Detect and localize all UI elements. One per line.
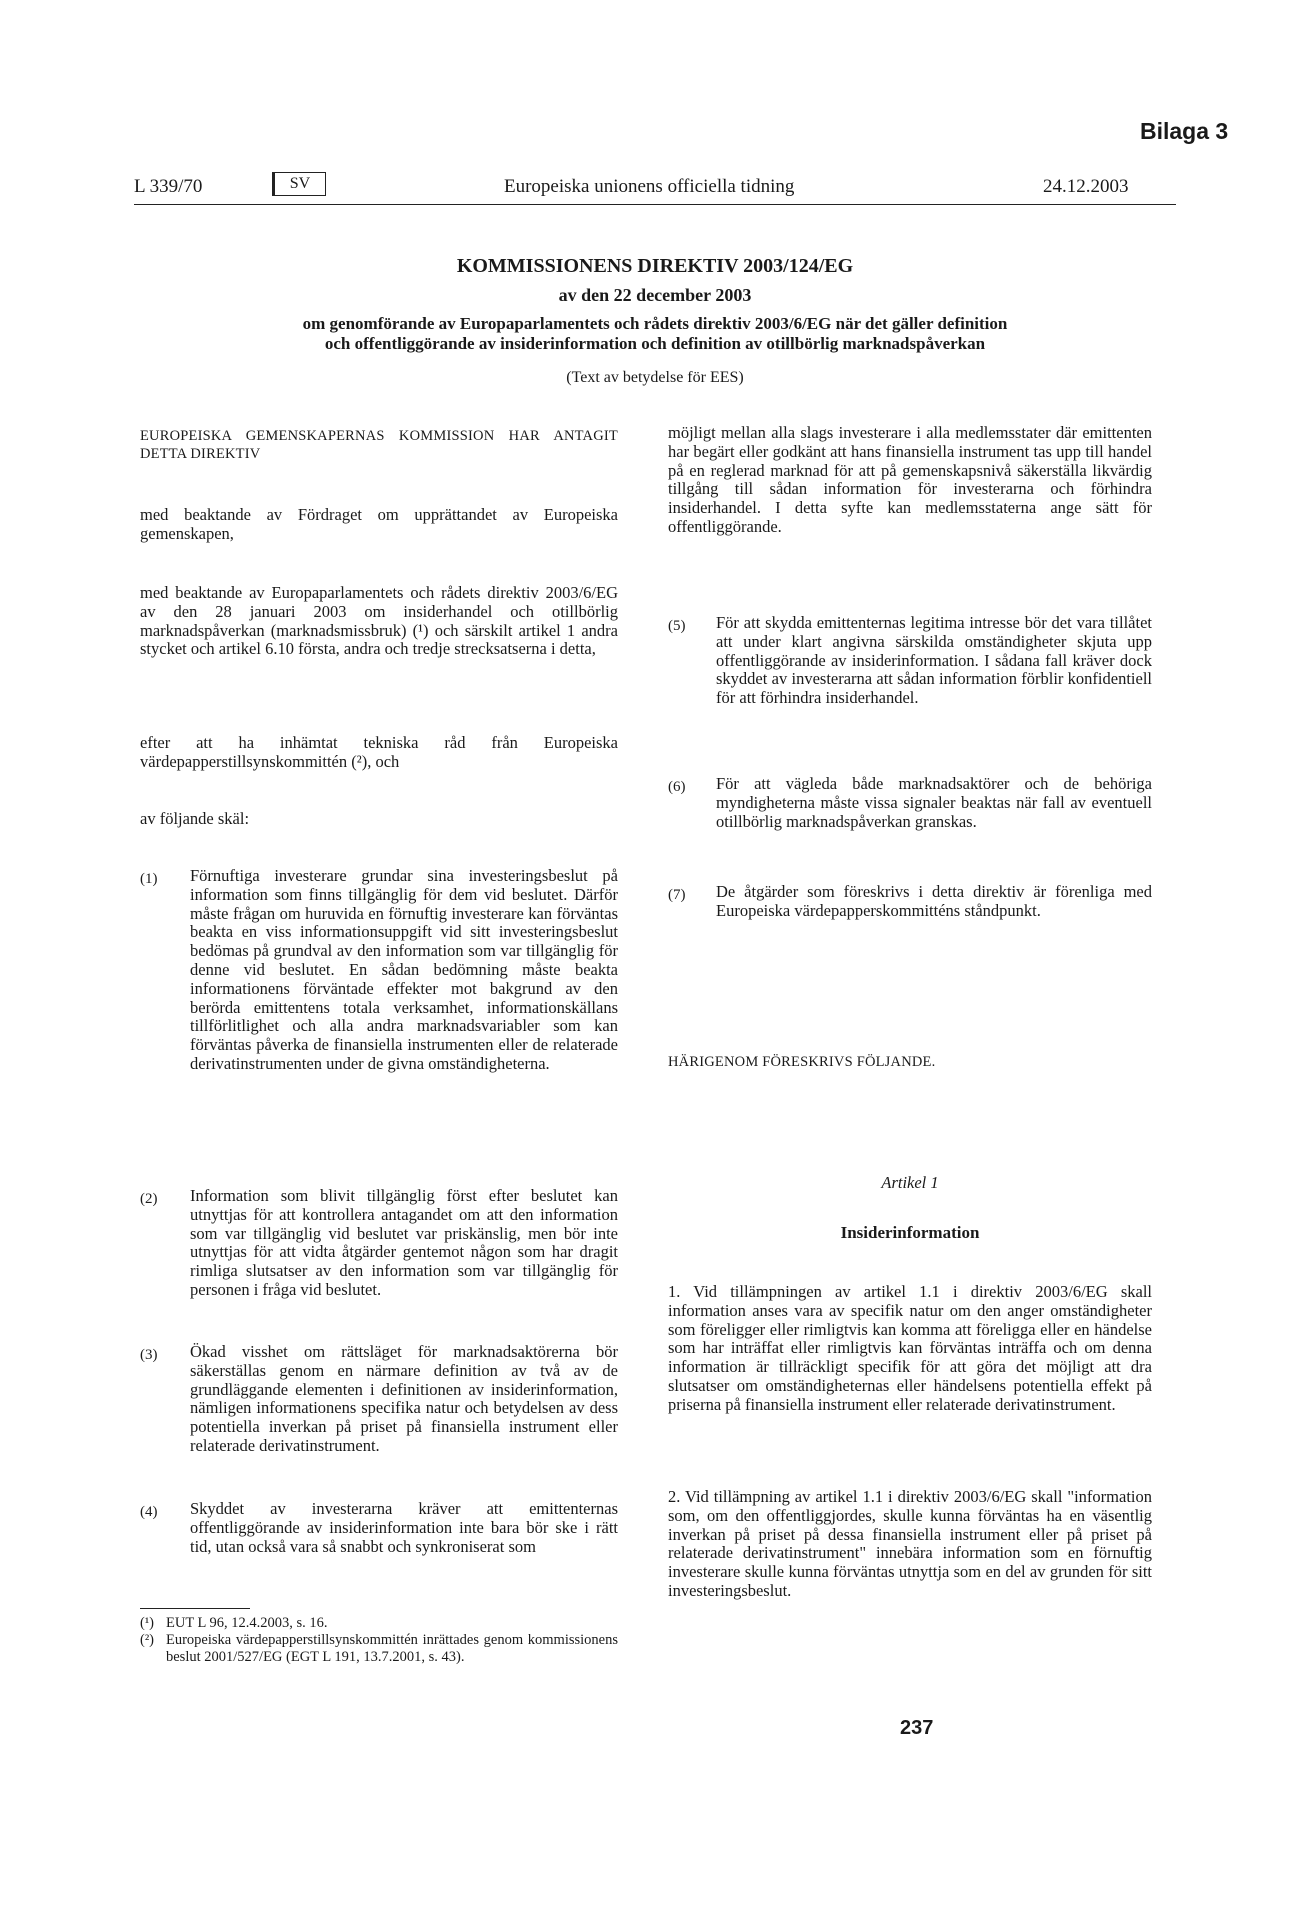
language-badge: SV xyxy=(272,172,326,196)
footnote-mark: (²) xyxy=(140,1632,155,1648)
directive-date: av den 22 december 2003 xyxy=(558,285,752,305)
header-rule xyxy=(134,204,1176,205)
directive-title: KOMMISSIONENS DIREKTIV 2003/124/EG xyxy=(456,255,854,277)
citation-directive: med beaktande av Europaparlamentets och rådets direktiv 2003/6/EG av den 28 januari 2003 om insiderhandel och otillbörlig marknadspåverkan (marknadsmissbruk) (¹) och särskilt artikel 1 andra stycket och artikel 6.10 första, andra och tredje strecksatserna i detta, xyxy=(140,583,618,659)
recital-number: (7) xyxy=(668,887,686,903)
recital-text: För att vägleda både marknadsaktörer och de behöriga myndigheterna måste vissa signaler beaktas när fall av eventuell otillbörlig marknadspåverkan granskas. xyxy=(716,774,1152,831)
enacting-formula: HÄRIGENOM FÖRESKRIVS FÖLJANDE. xyxy=(668,1054,936,1070)
recitals-lead: av följande skäl: xyxy=(140,809,250,828)
recital-number: (5) xyxy=(668,618,686,634)
recital-text: Skyddet av investerarna kräver att emittenternas offentliggörande av insiderinformation inte bara bör ske i rätt tid, utan också vara så snabbt och synkroniserat som xyxy=(190,1499,618,1556)
page-number: 237 xyxy=(900,1717,934,1739)
recital-number: (2) xyxy=(140,1191,158,1207)
recital-number: (6) xyxy=(668,779,686,795)
article-paragraph-1: 1. Vid tillämpningen av artikel 1.1 i direktiv 2003/6/EG skall information anses vara av specifik natur om den anger omständigheter som föreligger eller rimligtvis kan komma att föreligga eller en händelse som har inträffat eller rimligtvis kan förväntas inträffa och om denna information är tillräckligt specifik för att göra det möjligt att dra slutsatser om omständigheternas eller händelsens potentiella effekt på priserna på finansiella instrument eller relaterade derivatinstrument. xyxy=(668,1282,1152,1414)
citation-treaty: med beaktande av Fördraget om upprättandet av Europeiska gemenskapen, xyxy=(140,505,618,543)
citation-committee: efter att ha inhämtat tekniska råd från Europeiska värdepapperstillsynskommittén (²), och xyxy=(140,733,618,771)
article-title: Insiderinformation xyxy=(840,1223,980,1242)
annex-label: Bilaga 3 xyxy=(1140,118,1229,144)
eea-relevance: (Text av betydelse för EES) xyxy=(566,369,744,386)
footnote-rule xyxy=(140,1608,250,1609)
footnote-mark: (¹) xyxy=(140,1615,155,1631)
preamble-intro: EUROPEISKA GEMENSKAPERNAS KOMMISSION HAR ANTAGIT DETTA DIREKTIV xyxy=(140,428,618,462)
footnote-text: EUT L 96, 12.4.2003, s. 16. xyxy=(166,1615,328,1631)
recital-text: Ökad visshet om rättsläget för marknadsaktörerna bör säkerställas genom en närmare definition av två av de grundläggande elementen i definitionen av insiderinformation, nämligen informationens specifika natur och betydelsen av dess potentiella inverkan på priset på finansiella instrument eller relaterade derivatinstrument. xyxy=(190,1342,618,1455)
article-paragraph-2: 2. Vid tillämpning av artikel 1.1 i direktiv 2003/6/EG skall "information som, om den offentliggjordes, skulle kunna förväntas ha en väsentlig inverkan på priset på dessa finansiella instrument eller på priset på relaterade derivatinstrument" innebära information som en förnuftig investerare skulle kunna förväntas utnyttja som en del av grunden för sitt investeringsbeslut. xyxy=(668,1487,1152,1600)
recital-continuation: möjligt mellan alla slags investerare i alla medlemsstater där emittenten har begärt eller godkänt att hans finansiella instrument tas upp till handel på en reglerad marknad för att på gemenskapsnivå säkerställa likvärdig tillgång till sådan information för investerarna och förhindra insiderhandel. I detta syfte kan medlemsstaterna ange sätt för offentliggörande. xyxy=(668,423,1152,536)
journal-name: Europeiska unionens officiella tidning xyxy=(504,176,795,197)
subject-line-2: och offentliggörande av insiderinformation och definition av otillbörlig marknadspåverkan xyxy=(324,334,986,353)
directive-subject xyxy=(134,314,1176,354)
recital-text: De åtgärder som föreskrivs i detta direktiv är förenliga med Europeiska värdepapperskommitténs ståndpunkt. xyxy=(716,882,1152,920)
recital-number: (1) xyxy=(140,871,158,887)
footnote-text: Europeiska värdepapperstillsynskommittén inrättades genom kommissionens beslut 2001/527/EG (EGT L 191, 13.7.2001, s. 43). xyxy=(166,1632,618,1665)
recital-text: Förnuftiga investerare grundar sina investeringsbeslut på information som finns tillgänglig för dem vid beslutet. Därför måste frågan om huruvida en förnuftig investerare kan förväntas beakta en viss informationsuppgift vid sitt investeringsbeslut bedömas på grundval av den information som var tillgänglig för denne vid beslutet. En sådan bedömning måste beakta informationens förväntade effekter mot bakgrund av den berörda emittentens totala verksamhet, informationskällans tillförlitlighet och alla andra marknadsvariabler som kan förväntas påverka de finansiella instrumenten eller de relaterade derivatinstrumenten under de givna omständigheterna. xyxy=(190,866,618,1073)
journal-reference: L 339/70 xyxy=(134,176,203,197)
article-label: Artikel 1 xyxy=(881,1173,939,1192)
recital-text: Information som blivit tillgänglig först efter beslutet kan utnyttjas för att kontrollera antagandet om att den information som var tillgänglig vid beslutet var priskänslig, men bör inte utnyttjas för att vidta åtgärder gentemot någon som har dragit rimliga slutsatser av den information som var tillgänglig för personen i fråga vid beslutet. xyxy=(190,1186,618,1299)
recital-text: För att skydda emittenternas legitima intresse bör det vara tillåtet att under klart angivna särskilda omständigheter skjuta upp offentliggörande av insiderinformation. I sådana fall kräver dock skyddet av investerarna att sådan information förblir konfidentiell för att förhindra insiderhandel. xyxy=(716,613,1152,708)
subject-line-1: om genomförande av Europaparlamentets och rådets direktiv 2003/6/EG när det gäller definition xyxy=(302,314,1008,333)
journal-date: 24.12.2003 xyxy=(1043,176,1129,197)
recital-number: (3) xyxy=(140,1347,158,1363)
recital-number: (4) xyxy=(140,1504,158,1520)
